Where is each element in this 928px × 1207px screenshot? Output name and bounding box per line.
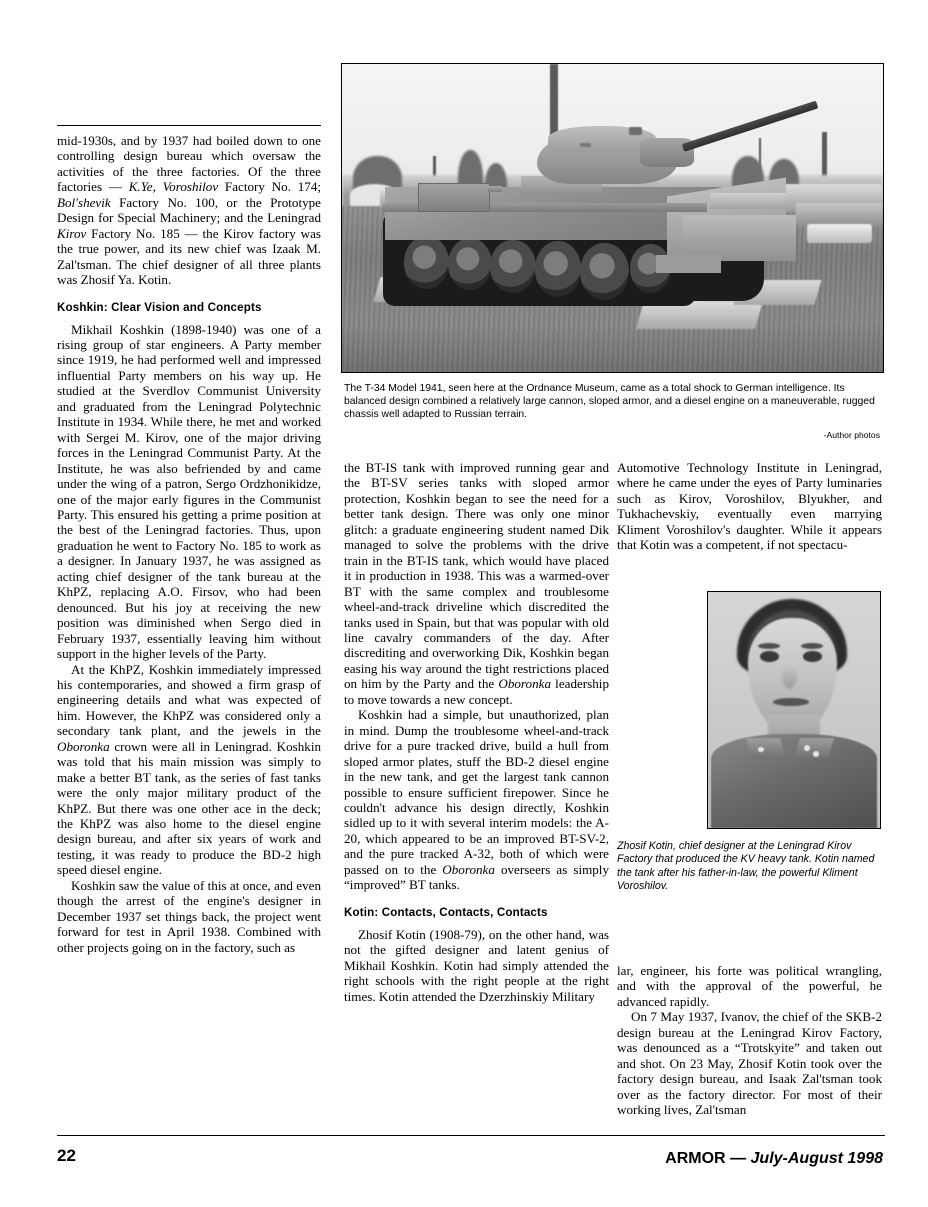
t34-tank-photo [341, 63, 884, 373]
paragraph: At the KhPZ, Koshkin immediately impressed his contemporaries, and showed a firm grasp of engineering details and what was expected of him. However, the KhPZ was considered only a secondary tank plant, and the jewels in the Oboronka crown were all in Leningrad. Koshkin was told that his main mission was simply to make a better BT tank, as the series of fast tanks were the only major military product of the KhPZ. But there was one other ace in the deck; the KhPZ was also home to the diesel engine design bureau, and after six years of work and testing, it was ready to produce the BD-2 high speed diesel engine. [57, 661, 321, 878]
issue-date: July-August 1998 [750, 1150, 883, 1167]
paragraph: Mikhail Koshkin (1898-1940) was one of a rising group of star engineers. A Party member since 1919, he had performed well and impressed influential Party members on his way up. He studied at the Sverdlov Communist University and graduated from the Leningrad Polytechnic Institute in 1934. While there, he met and worked with Sergei M. Kirov, one of the major driving forces in the Leningrad Communist Party. At the Institute, he was also befriended by and came under the wing of a patron, Sergo Ordzhonikidze, one of the major early figures in the Communist Party. This ensured his getting a prime position at the best of the Leningrad factories. Thus, upon graduation he went to Factory No. 185 to work as a designer. In January 1937, he was assigned as acting chief designer of the tank bureau at the KhPZ, replacing A.O. Firsov, who had been denounced. But his joy at receiving the new position was diminished when Sergo died in February 1937, essentially leaving him without support in the higher levels of the Party. [57, 321, 321, 662]
column-top-rule [57, 125, 321, 126]
footer-publication-line [665, 1150, 883, 1168]
zhosif-kotin-portrait [707, 591, 881, 829]
middle-column-text [344, 460, 609, 1004]
tank-photo-caption: The T-34 Model 1941, seen here at the Ordnance Museum, came as a total shock to German intelligence. Its balanced design combined a relatively large cannon, sloped armor, and a diesel engine on a maneuverable, rugged chassis well adapted to Russian terrain. [344, 383, 875, 421]
section-heading-koshkin: Koshkin: Clear Vision and Concepts [57, 300, 262, 314]
paragraph: Zhosif Kotin (1908-79), on the other hand, was not the gifted designer and latent genius of Mikhail Koshkin. Kotin had simply attended the right schools with the right people at the right times. Kotin attended the Dzerzhinskiy Military [344, 926, 609, 1004]
paragraph: the BT-IS tank with improved running gear and the BT-SV series tanks with sloped armor protection, Koshkin began to see the need for a better tank design. There was only one minor glitch: a graduate engineering student named Dik managed to solve the problems with the drive train in the BT-IS tank, which would have placed it in production in 1938. This was a warmed-over BT with the same complex and troublesome wheel-and-track driveline which discredited the tanks used in Spain, but that was popular with old line cavalry commanders of the day. After discrediting and overworking Dik, Koshkin began easing his way around the tight restrictions placed on him by the Party and the Oboronka leadership to move towards a new concept. [344, 460, 609, 707]
tank-photo-credit: -Author photos [823, 430, 880, 440]
page-number: 22 [57, 1146, 76, 1165]
paragraph: Koshkin had a simple, but unauthorized, plan in mind. Dump the troublesome wheel-and-track drive for a pure tracked drive, build a hull from sloped armor plates, stuff the BD-2 diesel engine in the new tank, and get the largest tank cannon possible to ensure sufficient firepower. Since he couldn't advance his design directly, Koshkin sidled up to it with several interim models: the A-20, which appeared to be an improved BT-SV-2, and the pure tracked A-32, both of which were passed on to the Oboronka overseers as simply “improved” BT tanks. [344, 707, 609, 893]
footer-separator: — [730, 1150, 747, 1167]
paragraph: lar, engineer, his forte was political wrangling, and with the approval of the powerful, he advanced rapidly. [617, 963, 882, 1009]
paragraph: Automotive Technology Institute in Leningrad, where he came under the eyes of Party luminaries such as Kirov, Voroshilov, Blyukher, and Tukhachevskiy, eventually even marrying Kliment Voroshilov's daughter. While it appears that Kotin was a competent, if not spectacu- [617, 460, 882, 553]
kotin-portrait-caption: Zhosif Kotin, chief designer at the Leningrad Kirov Factory that produced the KV heavy tank. Kotin named the tank after his father-in-law, the powerful Kliment Voroshilov. [617, 840, 875, 892]
paragraph: mid-1930s, and by 1937 had boiled down to one controlling design bureau which oversaw the activities of the three factories. Of the three factories — K.Ye, Voroshilov Factory No. 174; Bol'shevik Factory No. 100, or the Prototype Design for Special Machinery; and the Leningrad Kirov Factory No. 185 — the Kirov factory was the true power, and its new chief was Izaak M. Zal'tsman. The chief designer of all three plants was Zhosif Ya. Kotin. [57, 133, 322, 288]
footer-rule [57, 1135, 885, 1136]
right-column-text-bottom [617, 963, 882, 1118]
paragraph: On 7 May 1937, Ivanov, the chief of the SKB-2 design bureau at the Leningrad Kirov Factory, was denounced as a “Trotskyite” and taken out and shot. On 23 May, Zhosif Kotin took over the factory design bureau, and Isaak Zal'tsman took over as the factory director. For most of their working lives, Zal'tsman [617, 1009, 882, 1118]
paragraph: Koshkin saw the value of this at once, and even though the arrest of the engine's designer in December 1937 set things back, the project went forward for test in April 1938. Combined with other projects going on in the factory, such as [57, 877, 321, 955]
section-heading-kotin: Kotin: Contacts, Contacts, Contacts [344, 905, 548, 919]
publication-name: ARMOR [665, 1150, 726, 1167]
right-column-text-top [617, 460, 882, 553]
left-column-text [57, 133, 321, 955]
